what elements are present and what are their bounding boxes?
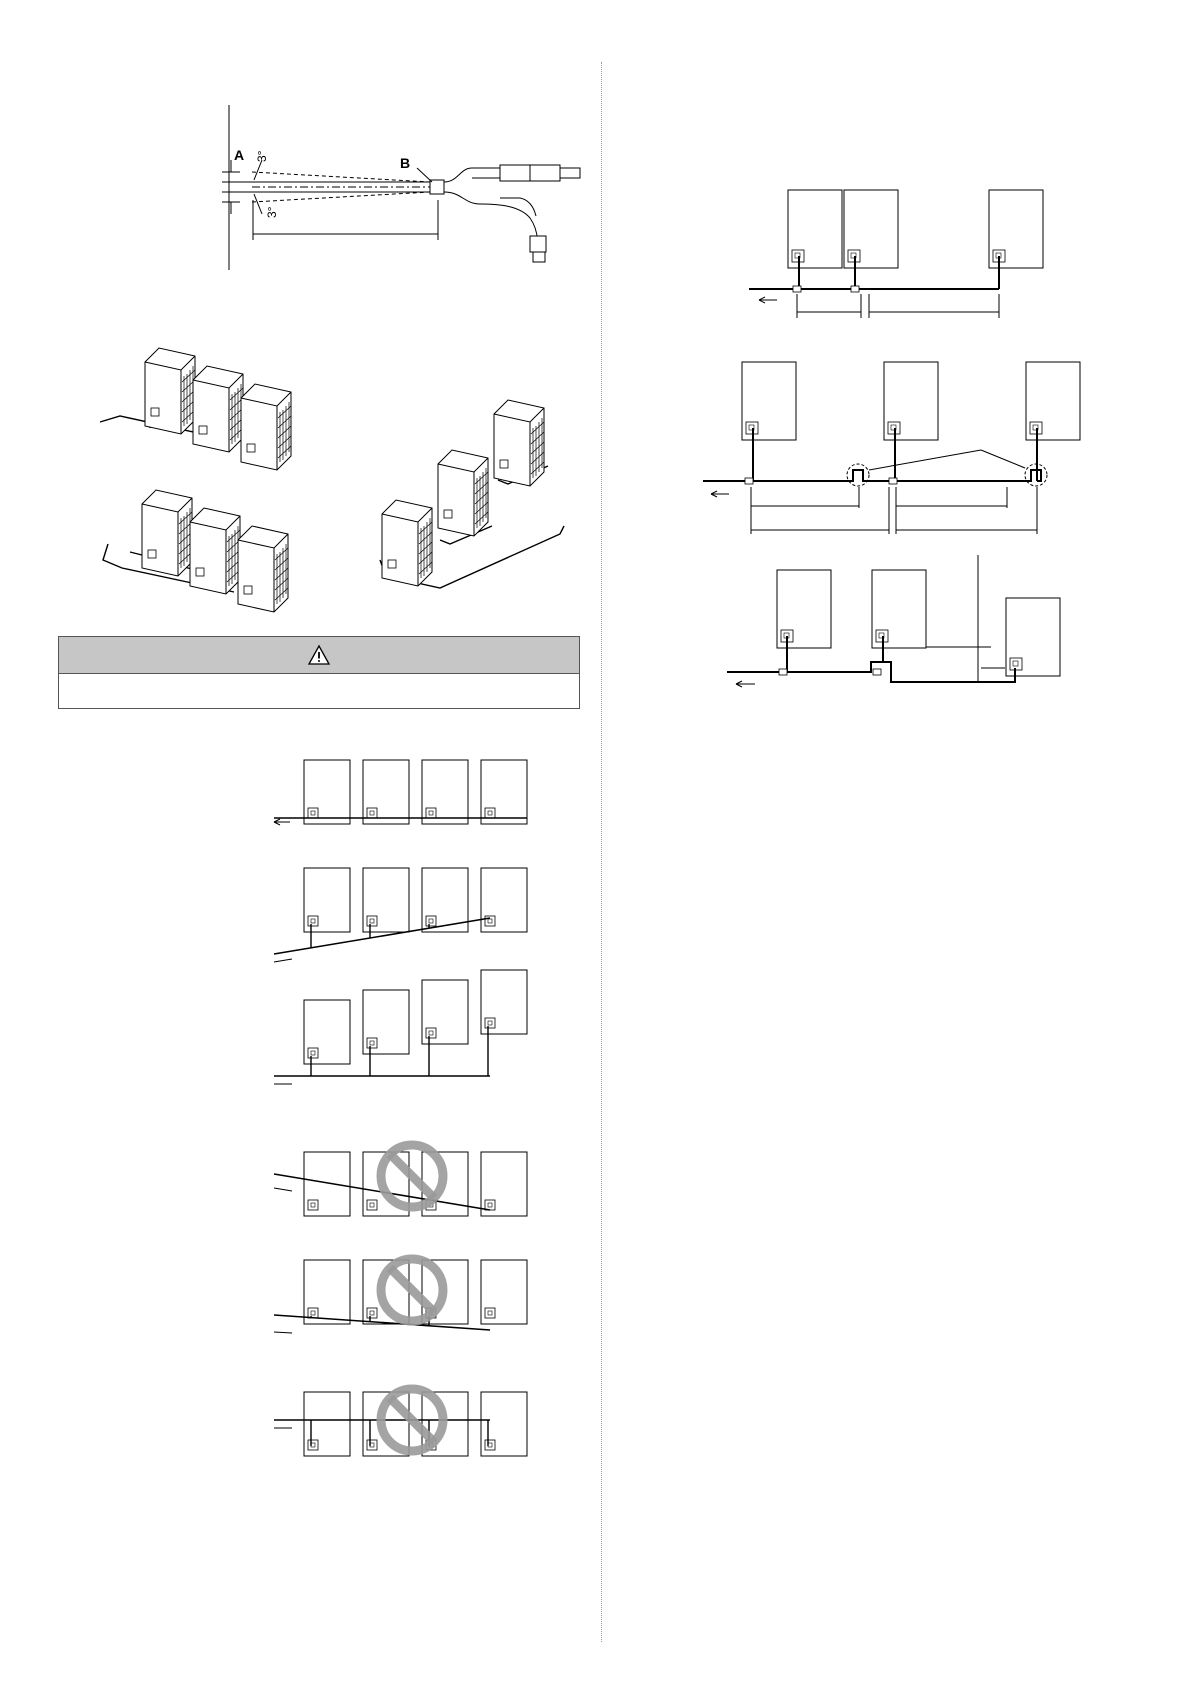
row-diagram-prohibited-3 bbox=[274, 1389, 527, 1456]
label-a: A bbox=[234, 147, 245, 163]
right-diagram-2 bbox=[703, 362, 1080, 534]
angle-bottom: 3° bbox=[265, 206, 279, 218]
warning-header bbox=[59, 637, 579, 674]
row-diagram-slope-correct bbox=[274, 868, 527, 962]
figure-row-configurations bbox=[0, 740, 601, 1480]
right-diagram-1 bbox=[749, 190, 1043, 318]
right-diagram-3 bbox=[727, 555, 1060, 687]
figure-right-pipe-runs bbox=[601, 0, 1191, 720]
angle-top: 3° bbox=[255, 150, 269, 162]
row-diagram-staggered bbox=[274, 970, 527, 1084]
row-diagram-prohibited-1 bbox=[274, 1145, 527, 1216]
warning-box bbox=[58, 636, 580, 709]
figure-pipe-alignment bbox=[0, 0, 601, 290]
label-b: B bbox=[400, 155, 411, 171]
row-diagram-level bbox=[274, 760, 527, 825]
row-diagram-prohibited-2 bbox=[274, 1259, 527, 1333]
figure-isometric-installations bbox=[0, 330, 601, 630]
warning-triangle-icon bbox=[308, 645, 330, 665]
